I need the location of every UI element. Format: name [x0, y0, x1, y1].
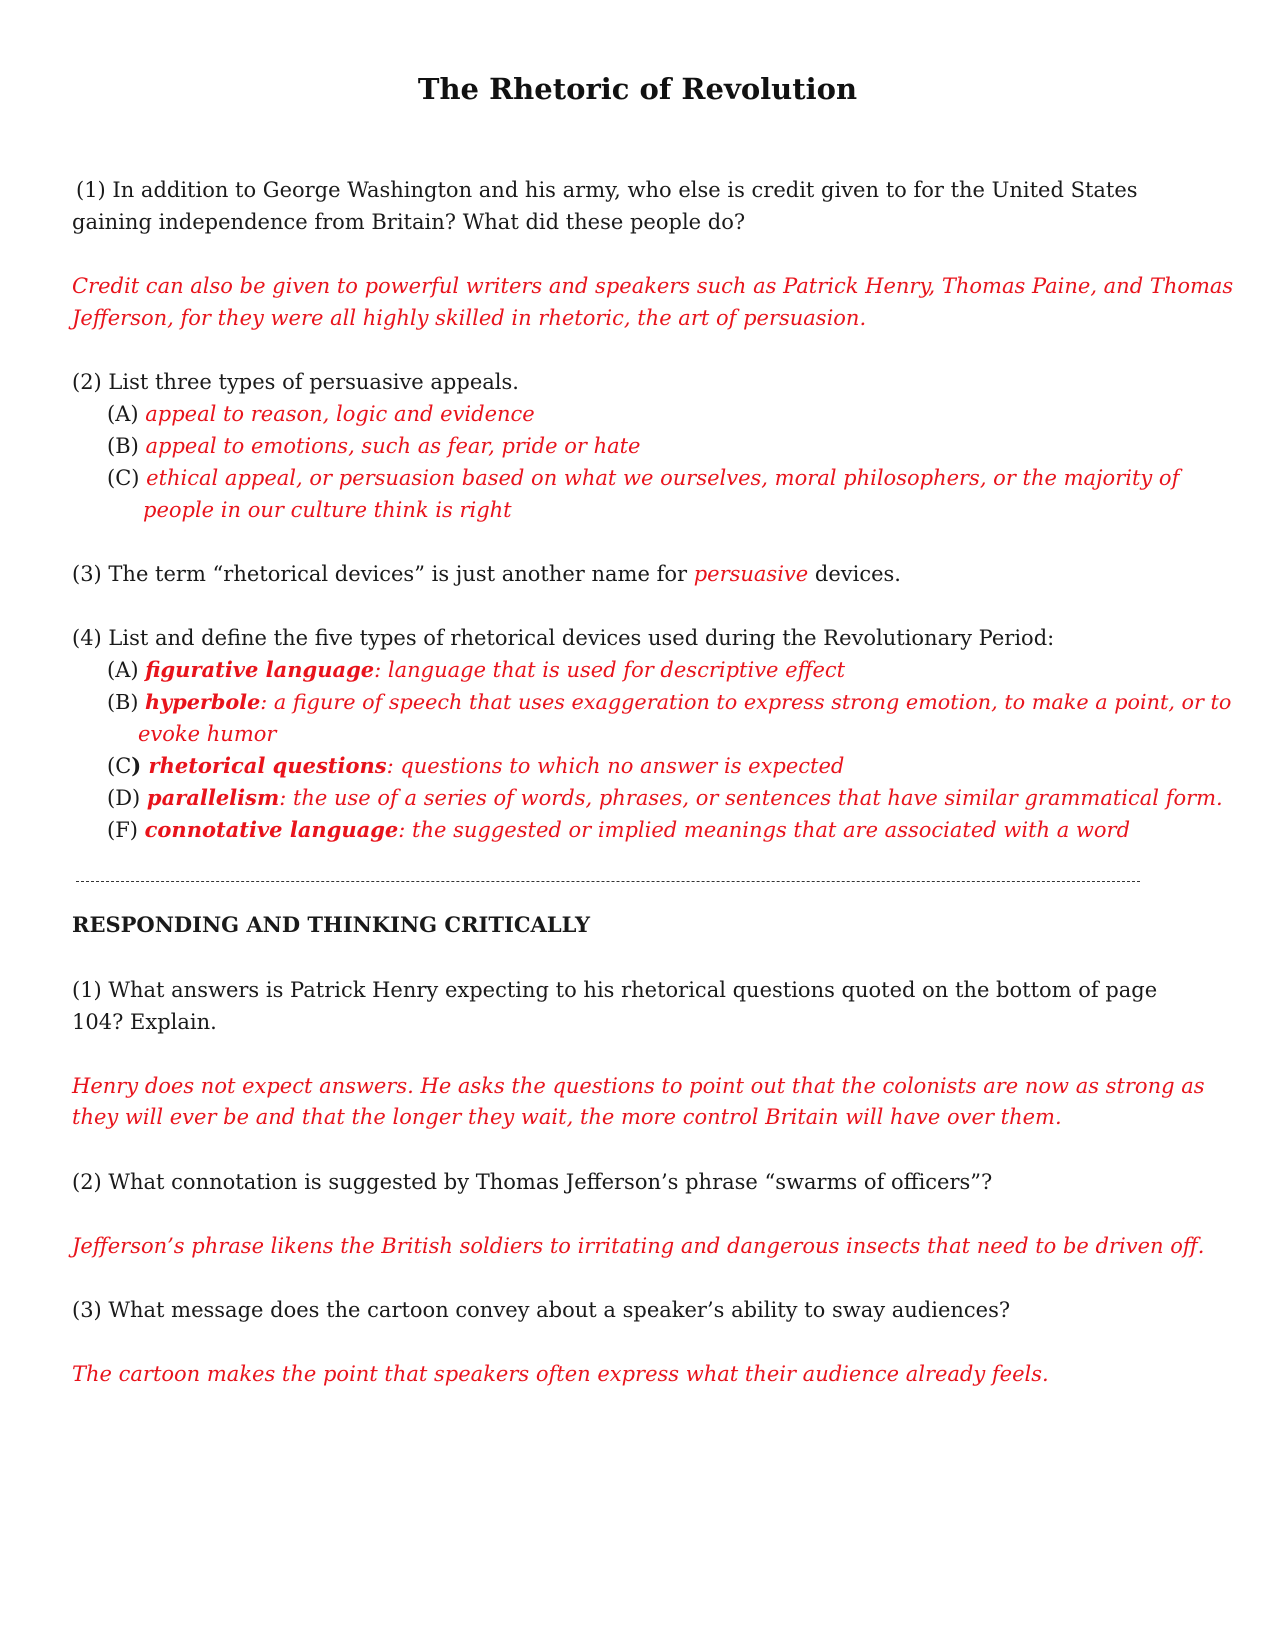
item-marker: (A): [107, 402, 146, 426]
critical-question-3: (3) What message does the cartoon convey about a speaker’s ability to sway audiences?: [72, 1298, 1011, 1322]
device-definition: : language that is used for descriptive effect: [374, 658, 846, 682]
item-marker: (B): [107, 690, 146, 714]
answer-1-line-1: Credit can also be given to powerful writers and speakers such as Patrick Henry, Thomas Paine, and Thomas: [72, 274, 1234, 298]
device-item-a: [107, 654, 845, 686]
question-2-prompt: (2) List three types of persuasive appeals.: [72, 370, 519, 394]
question-1-line-1: (1) In addition to George Washington and his army, who else is credit given to for the United States: [76, 178, 1138, 202]
item-marker: (F): [107, 818, 145, 842]
device-item-b-continued: evoke humor: [138, 722, 277, 746]
item-marker: (C: [107, 754, 132, 778]
appeal-item-c: [107, 462, 1179, 494]
item-marker-bold: ): [131, 753, 149, 778]
question-1-line-2: gaining independence from Britain? What did these people do?: [72, 210, 746, 234]
answer-1-line-2: Jefferson, for they were all highly skilled in rhetoric, the art of persuasion.: [72, 306, 867, 330]
device-term: connotative language: [144, 817, 399, 842]
critical-answer-2: Jefferson’s phrase likens the British soldiers to irritating and dangerous insects that need to be driven off.: [72, 1234, 1205, 1258]
device-term: parallelism: [146, 785, 280, 810]
critical-question-1-line-2: 104? Explain.: [72, 1010, 217, 1034]
appeal-text: ethical appeal, or persuasion based on what we ourselves, moral philosophers, or the majority of: [146, 466, 1180, 490]
item-marker: (C): [107, 466, 147, 490]
question-3-after: devices.: [808, 562, 901, 586]
device-definition: : the suggested or implied meanings that are associated with a word: [398, 818, 1131, 842]
critical-answer-3: The cartoon makes the point that speakers often express what their audience already feels.: [72, 1362, 1049, 1386]
device-term: figurative language: [145, 657, 375, 682]
critical-question-1-line-1: (1) What answers is Patrick Henry expecting to his rhetorical questions quoted on the bottom of page: [72, 978, 1158, 1002]
item-marker: (A): [107, 658, 146, 682]
item-marker: (B): [107, 434, 146, 458]
question-3: [72, 558, 901, 590]
device-term: rhetorical questions: [148, 753, 387, 778]
question-3-before: (3) The term “rhetorical devices” is just another name for: [72, 562, 694, 586]
item-marker: (D): [107, 786, 147, 810]
device-item-c: [107, 750, 844, 782]
device-definition: : the use of a series of words, phrases, or sentences that have similar grammatical form.: [279, 786, 1223, 810]
question-3-answer: persuasive: [693, 562, 809, 586]
appeal-item-c-continued: people in our culture think is right: [143, 498, 512, 522]
critical-question-2: (2) What connotation is suggested by Thomas Jefferson’s phrase “swarms of officers”?: [72, 1170, 993, 1194]
page-title: The Rhetoric of Revolution: [417, 72, 858, 106]
section-heading: RESPONDING AND THINKING CRITICALLY: [72, 912, 591, 937]
device-definition: : a figure of speech that uses exaggeration to express strong emotion, to make a point, or to: [260, 690, 1232, 714]
device-item-d: [107, 782, 1223, 814]
device-item-b: [107, 686, 1231, 718]
critical-answer-1-line-2: they will ever be and that the longer they wait, the more control Britain will have over them.: [72, 1105, 1062, 1129]
question-4-prompt: (4) List and define the five types of rhetorical devices used during the Revolutionary Period:: [72, 626, 1055, 650]
device-definition: : questions to which no answer is expected: [386, 754, 845, 778]
section-divider: [76, 881, 1140, 882]
appeal-text: appeal to reason, logic and evidence: [145, 402, 535, 426]
device-item-f: [107, 814, 1130, 846]
appeal-item-a: [107, 398, 535, 430]
critical-answer-1-line-1: Henry does not expect answers. He asks the questions to point out that the colonists are now as strong as: [72, 1074, 1205, 1098]
appeal-text: appeal to emotions, such as fear, pride or hate: [145, 434, 641, 458]
device-term: hyperbole: [145, 690, 261, 714]
appeal-item-b: [107, 430, 641, 462]
